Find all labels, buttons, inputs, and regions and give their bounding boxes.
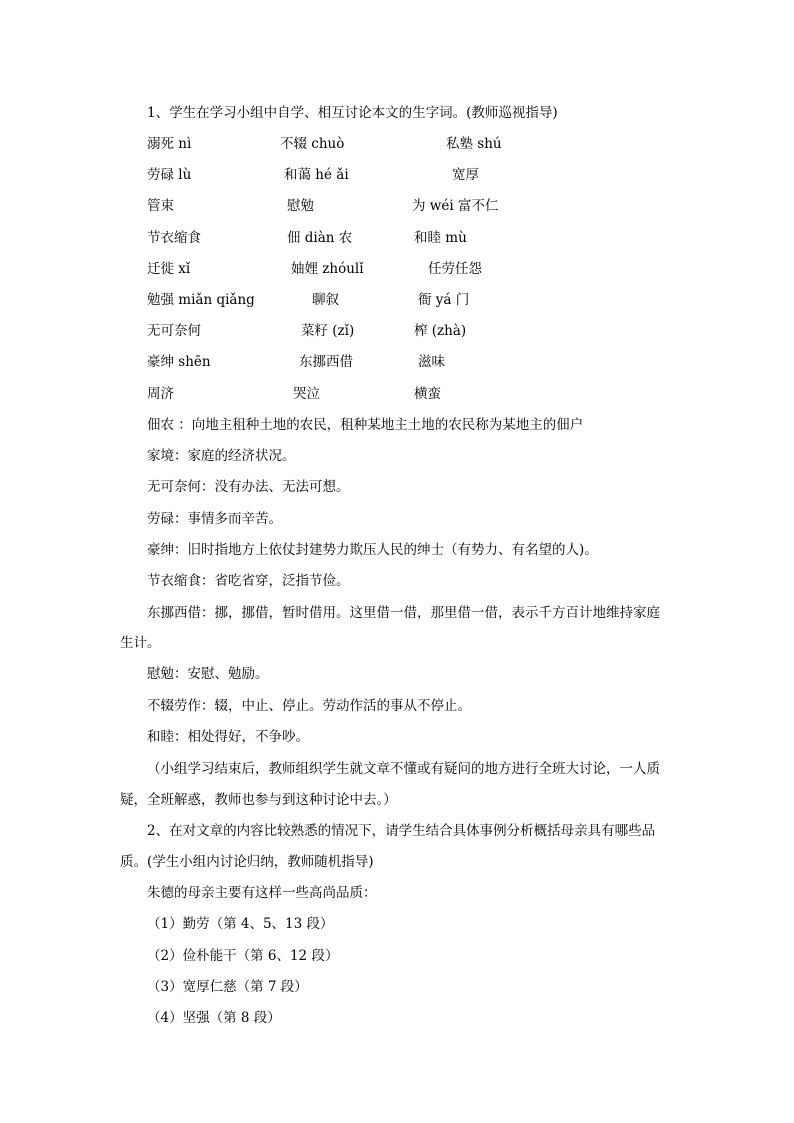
vocab-item: 节衣缩食 [147,230,201,246]
definition-dongnuoxijie: 东挪西借：挪，挪借，暂时借用。这里借一借，那里借一借，表示千方百计地维持家庭 [147,605,660,621]
vocab-item: 和睦 mù [414,230,467,246]
vocab-item: 迁徙 xǐ [147,261,191,277]
qualities-intro: 朱德的母亲主要有这样一些高尚品质： [147,885,377,901]
vocab-item: 慰勉 [287,198,314,214]
quality-item: （1）勤劳（第 4、5、13 段） [147,916,334,932]
vocab-item: 榨 (zhà) [414,323,467,339]
definition-wukenaihe: 无可奈何：没有办法、无法可想。 [147,479,350,495]
vocab-item: 聊叙 [312,292,339,308]
vocab-item: 为 wéi 富不仁 [412,198,499,214]
vocab-item: 任劳任怨 [428,261,482,277]
definition-hemu: 和睦：相处得好，不争吵。 [147,729,309,745]
quality-item: （4）坚强（第 8 段） [147,1010,281,1026]
vocab-item: 横蛮 [414,386,441,402]
instruction-1: 1、学生在学习小组中自学、相互讨论本文的生字词。(教师巡视指导) [147,105,558,121]
vocab-item: 私塾 shú [446,136,502,152]
definition-diannong: 佃农 ：向地主租种土地的农民，租种某地主土地的农民称为某地主的佃户 [147,417,584,433]
vocab-item: 衙 yá 门 [418,292,470,308]
vocab-item: 无可奈何 [147,323,201,339]
instruction-2: 2、在对文章的内容比较熟悉的情况下，请学生结合具体事例分析概括母亲具有哪些品 [147,823,656,839]
vocab-item: 菜籽 (zǐ) [301,323,355,339]
quality-item: （2）俭朴能干（第 6、12 段） [147,948,339,964]
quality-item: （3）宽厚仁慈（第 7 段） [147,979,308,995]
discussion-note-cont: 疑，全班解惑，教师也参与到这种讨论中去。） [120,792,397,808]
vocab-item: 勉强 miǎn qiǎng [147,292,255,308]
vocab-item: 哭泣 [293,386,320,402]
vocab-item: 豪绅 shēn [147,354,211,370]
vocab-item: 不辍 chuò [280,136,345,152]
vocab-item: 管束 [147,198,174,214]
vocab-item: 和蔼 hé ǎi [284,167,349,183]
vocab-item: 佃 diàn 农 [287,230,353,246]
definition-haoshen: 豪绅：旧时指地方上依仗封建势力欺压人民的绅士（有势力、有名望的人)。 [147,542,598,558]
vocab-item: 东挪西借 [299,354,353,370]
definition-jieyisuoshi: 节衣缩食：省吃省穿，泛指节俭。 [147,573,350,589]
vocab-item: 溺死 nì [147,136,192,152]
discussion-note: （小组学习结束后，教师组织学生就文章不懂或有疑问的地方进行全班大讨论，一人质 [147,761,660,777]
definition-jiajing: 家境：家庭的经济状况。 [147,448,296,464]
vocab-item: 劳碌 lù [147,167,192,183]
instruction-2-cont: 质。(学生小组内讨论归纳，教师随机指导) [120,854,374,870]
definition-laolu: 劳碌：事情多而辛苦。 [147,511,282,527]
vocab-item: 周济 [147,386,174,402]
definition-dongnuoxijie-cont: 生计。 [120,635,161,651]
definition-weimian: 慰勉：安慰、勉励。 [147,666,269,682]
definition-buchuolaozuo: 不辍劳作：辍，中止、停止。劳动作活的事从不停止。 [147,698,471,714]
vocab-item: 妯娌 zhóulǐ [291,261,364,277]
vocab-item: 滋味 [418,354,445,370]
vocab-item: 宽厚 [452,167,479,183]
